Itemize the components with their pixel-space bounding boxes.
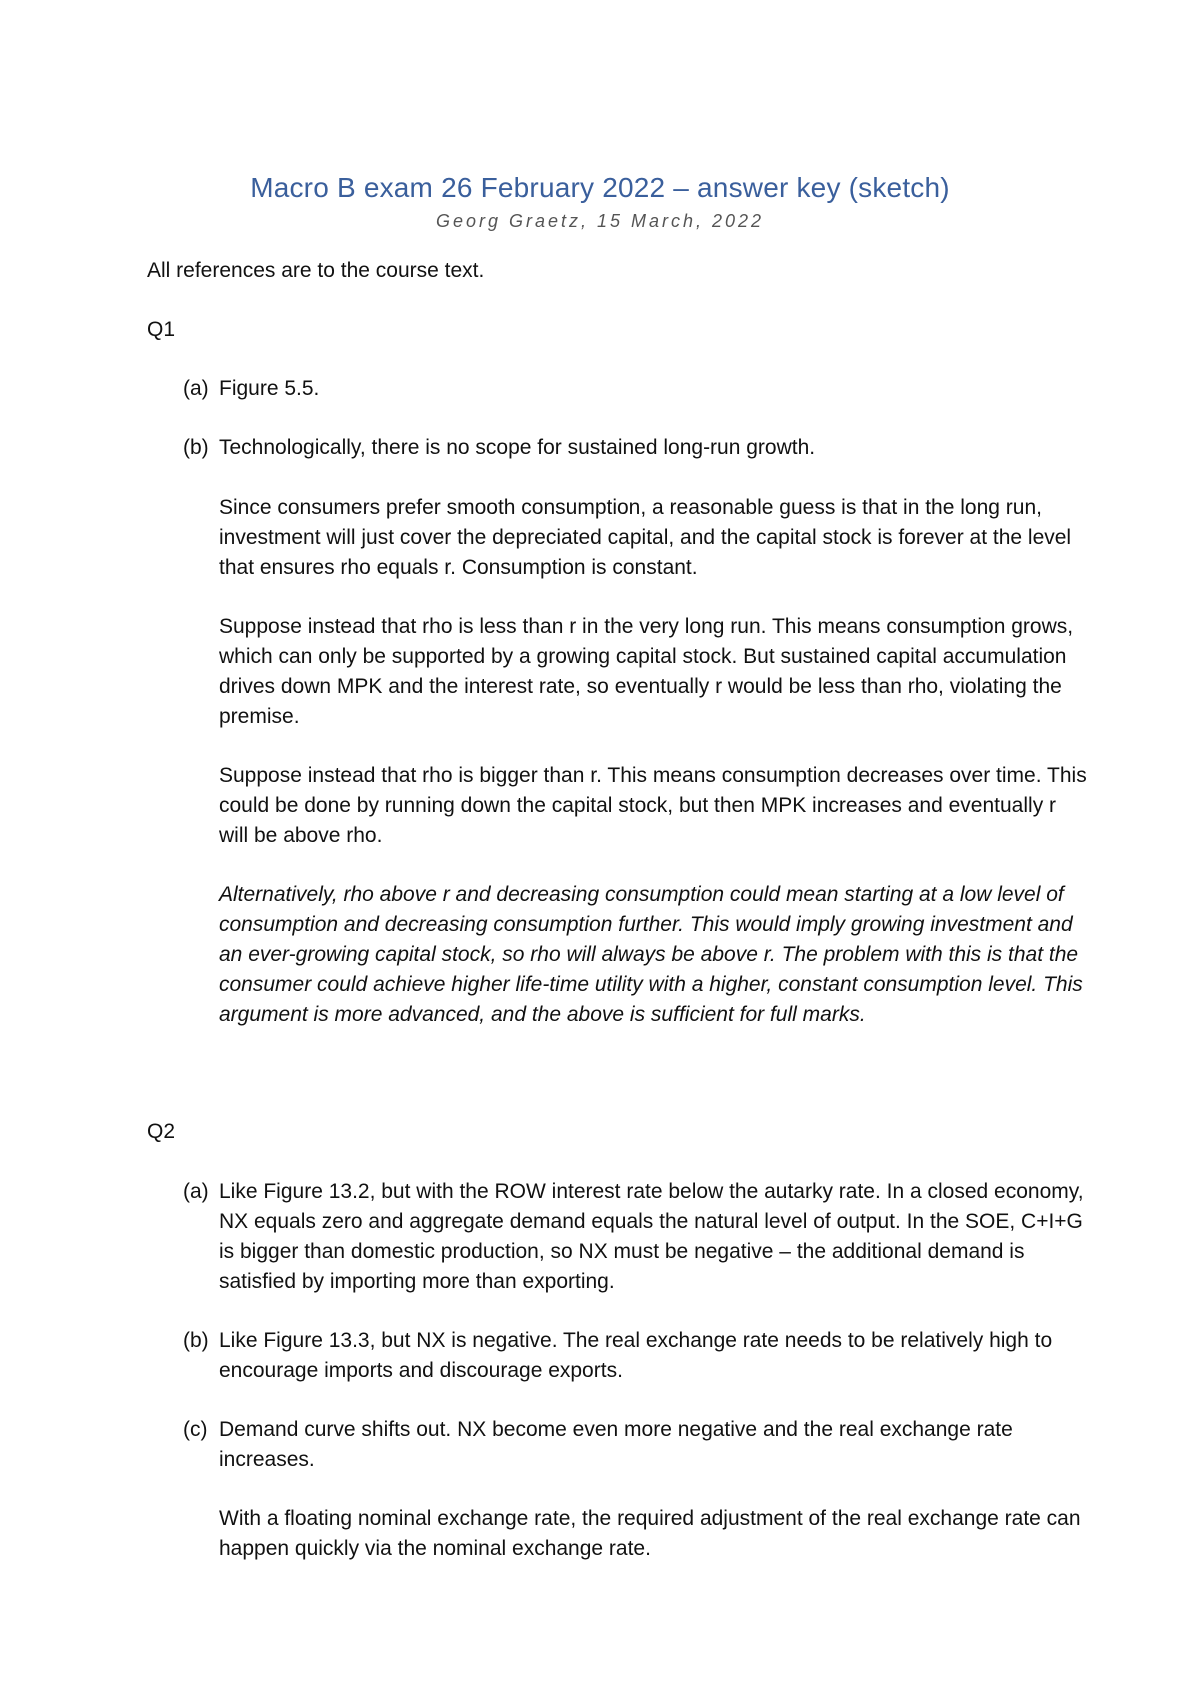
q1-b-paragraph-1: Since consumers prefer smooth consumption, a reasonable guess is that in the long run, investment will just cover the depreciated capital, and the capital stock is forever at the level that ensures rho equals r. Consumption is constant. [219, 496, 1072, 579]
q2-heading: Q2 [147, 1120, 176, 1143]
intro-text: All references are to the course text. [147, 259, 485, 282]
q1-b-paragraph-2: Suppose instead that rho is less than r in the very long run. This means consumption grows, which can only be supported by a growing capital stock. But sustained capital accumulation drives down MPK and the interest rate, so eventually r would be less than rho, violating the premise. [219, 615, 1074, 728]
q1-heading: Q1 [147, 318, 176, 341]
q1-b-paragraph-3: Suppose instead that rho is bigger than r. This means consumption decreases over time. This could be done by running down the capital stock, but then MPK increases and eventually r will be above rho. [219, 764, 1087, 847]
q1-b-label: (b) [183, 436, 209, 459]
q2-a-text: Like Figure 13.2, but with the ROW interest rate below the autarky rate. In a closed economy, NX equals zero and aggregate demand equals the natural level of output. In the SOE, C+I+G is bigger than domestic production, so NX must be negative – the additional demand is satisfied by importing more than exporting. [219, 1180, 1084, 1293]
q1-a-text: Figure 5.5. [219, 377, 320, 400]
q2-b-label: (b) [183, 1329, 209, 1352]
q2-b-text: Like Figure 13.3, but NX is negative. The real exchange rate needs to be relatively high to encourage imports and discourage exports. [219, 1329, 1053, 1382]
q1-b-text: Technologically, there is no scope for sustained long-run growth. [219, 436, 816, 459]
q2-c-paragraph-1: With a floating nominal exchange rate, the required adjustment of the real exchange rate can happen quickly via the nominal exchange rate. [219, 1507, 1081, 1560]
q1-a-label: (a) [183, 377, 209, 400]
q2-a-label: (a) [183, 1180, 209, 1203]
page-byline: Georg Graetz, 15 March, 2022 [435, 211, 765, 231]
q1-b-paragraph-4: Alternatively, rho above r and decreasing consumption could mean starting at a low level of consumption and decreasing consumption further. This would imply growing investment and an ever-growing capital stock, so rho will always be above r. The problem with this is that the consumer could achieve higher life-time utility with a higher, constant consumption level. This argument is more advanced, and the above is sufficient for full marks. [219, 883, 1083, 1026]
q2-c-text: Demand curve shifts out. NX become even more negative and the real exchange rate increases. [219, 1418, 1013, 1471]
page-title: Macro B exam 26 February 2022 – answer key (sketch) [250, 172, 950, 203]
q2-c-label: (c) [183, 1418, 208, 1441]
